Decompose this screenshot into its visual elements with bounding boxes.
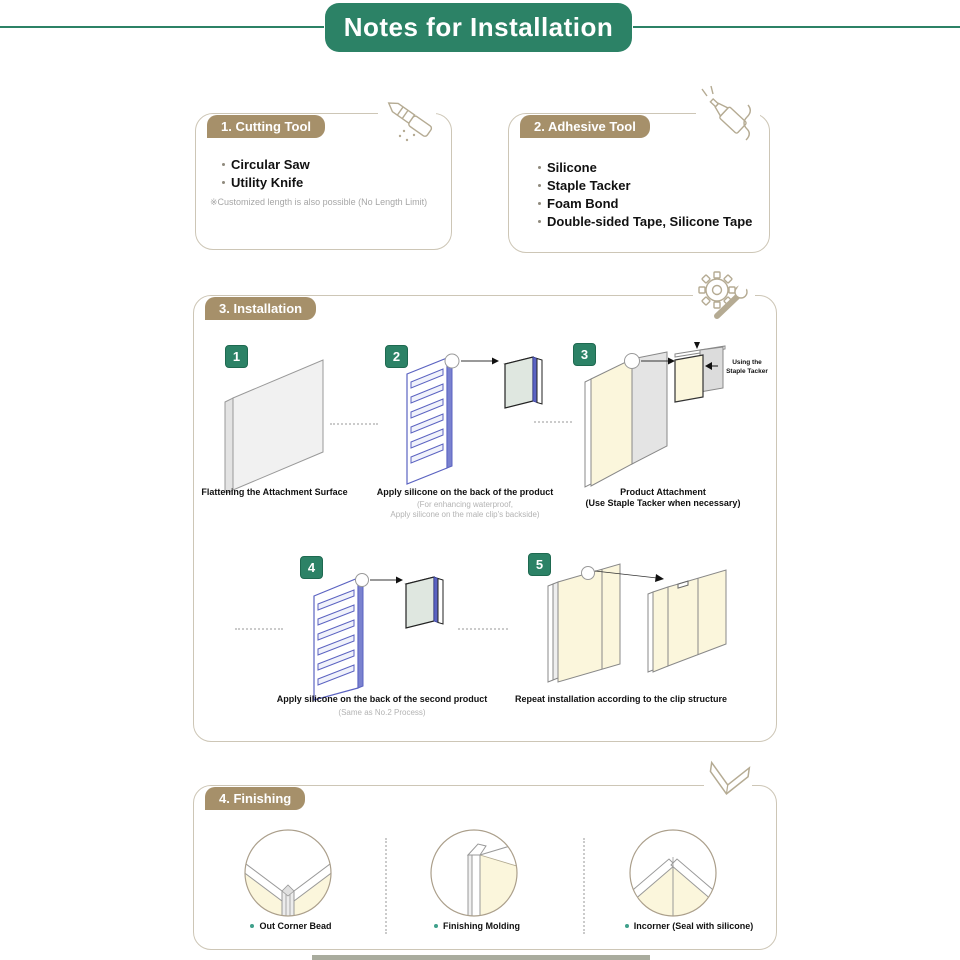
bullet-dot <box>625 924 629 928</box>
tool-item-label: Utility Knife <box>231 175 304 190</box>
tool-item <box>538 159 752 177</box>
step3-annotation-line1: Using the <box>732 359 762 366</box>
corner-molding-icon <box>704 758 752 808</box>
step3-annotation-line2: Staple Tacker <box>726 368 768 375</box>
fin-item-label: Out Corner Bead <box>259 921 332 931</box>
bullet-dot <box>538 220 541 223</box>
tool-item <box>538 195 752 213</box>
step5-caption: Repeat installation according to the clip structure <box>514 694 728 704</box>
utility-knife-icon <box>378 92 436 145</box>
banner-line-left <box>0 26 324 28</box>
step2-caption: Apply silicone on the back of the product <box>376 487 554 497</box>
dotted-separator <box>235 628 283 630</box>
incorner-label <box>604 921 774 931</box>
banner-line-right <box>633 26 960 28</box>
bullet-dot <box>250 924 254 928</box>
step-3-badge: 3 <box>573 343 596 366</box>
bullet-dot <box>538 166 541 169</box>
tool-item-label: Staple Tacker <box>547 178 631 193</box>
tool-item <box>222 156 310 174</box>
dotted-separator <box>583 838 585 934</box>
tool-item-label: Circular Saw <box>231 157 310 172</box>
step-5-badge: 5 <box>528 553 551 576</box>
dotted-separator <box>534 421 572 423</box>
page-title-banner <box>325 3 632 52</box>
tool-item <box>222 174 310 192</box>
tool-item-label: Double-sided Tape, Silicone Tape <box>547 214 753 229</box>
bullet-dot <box>538 202 541 205</box>
step-1-badge: 1 <box>225 345 248 368</box>
bullet-dot <box>538 184 541 187</box>
step-2-badge: 2 <box>385 345 408 368</box>
finishing-molding-diagram <box>428 827 520 919</box>
bottom-strip <box>312 955 650 960</box>
step4-subcaption: (Same as No.2 Process) <box>338 708 426 717</box>
adhesive-tool-label: 2. Adhesive Tool <box>520 115 650 138</box>
out-corner-bead-label <box>221 921 361 931</box>
finishing-label: 4. Finishing <box>205 787 305 810</box>
step1-flattening-diagram <box>215 348 335 493</box>
tool-item-label: Foam Bond <box>547 196 619 211</box>
cutting-note: ※Customized length is also possible (No Length Limit) <box>210 197 428 207</box>
bullet-dot <box>222 163 225 166</box>
step-4-badge: 4 <box>300 556 323 579</box>
adhesive-tool-list <box>538 159 752 231</box>
installation-label: 3. Installation <box>205 297 316 320</box>
step4-silicone-diagram <box>300 562 460 702</box>
dotted-separator <box>458 628 508 630</box>
fin-item-label: Finishing Molding <box>443 921 520 931</box>
cutting-tool-list <box>222 156 310 192</box>
fin-item-label: Incorner (Seal with silicone) <box>633 921 754 931</box>
step3-annotation <box>721 358 773 376</box>
silicone-gun-icon <box>696 85 760 147</box>
dotted-separator <box>330 423 378 425</box>
tool-item <box>538 177 752 195</box>
step5-repeat-diagram <box>540 554 750 699</box>
tool-item-label: Silicone <box>547 160 597 175</box>
step2-subcaption-2: Apply silicone on the male clip's backside) <box>390 510 540 519</box>
step1-caption: Flattening the Attachment Surface <box>201 487 348 497</box>
step2-subcaption-1: (For enhancing waterproof, <box>416 500 514 509</box>
dotted-separator <box>385 838 387 934</box>
step4-caption: Apply silicone on the back of the second product <box>276 694 488 704</box>
cutting-tool-label: 1. Cutting Tool <box>207 115 325 138</box>
out-corner-bead-diagram <box>242 827 334 919</box>
incorner-diagram <box>627 827 719 919</box>
step3-caption-2: (Use Staple Tacker when necessary) <box>585 498 741 508</box>
step3-caption: Product Attachment <box>620 487 706 497</box>
bullet-dot <box>222 181 225 184</box>
tool-item <box>538 213 752 231</box>
page-title: Notes for Installation <box>343 12 614 42</box>
step2-silicone-diagram <box>395 352 550 492</box>
bullet-dot <box>434 924 438 928</box>
finishing-molding-label <box>407 921 547 931</box>
gear-wrench-icon <box>693 264 755 322</box>
